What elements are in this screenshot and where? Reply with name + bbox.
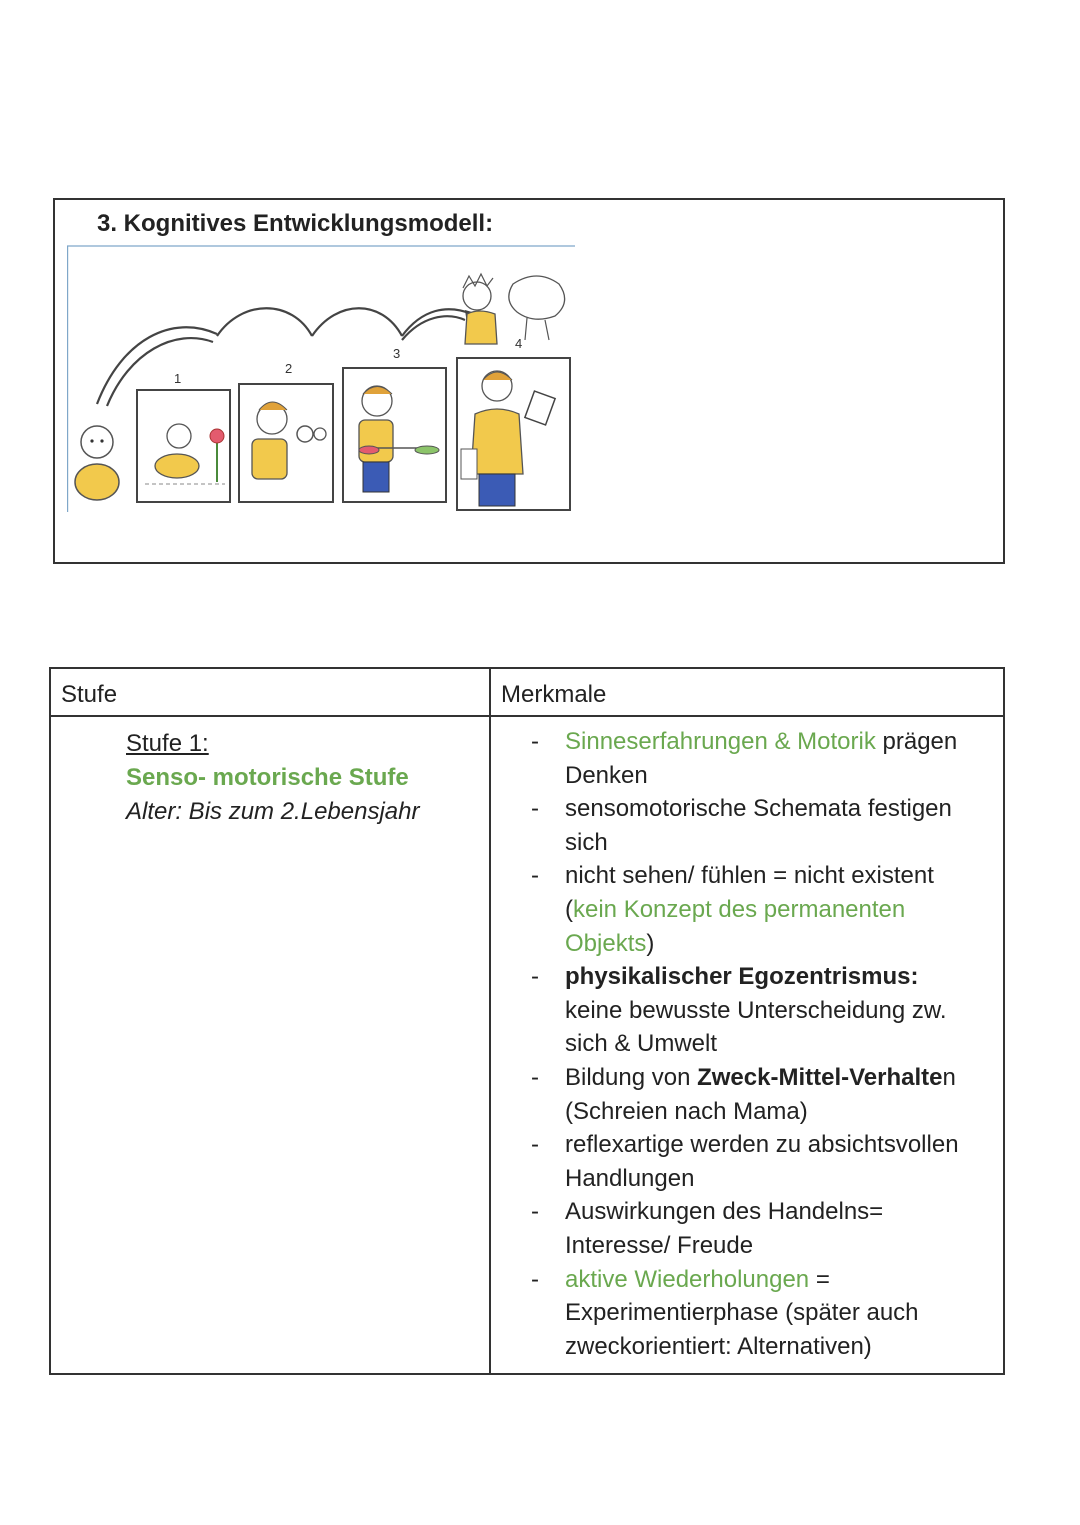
list-item: [491, 1061, 989, 1128]
stage-label: Stufe 1:: [126, 730, 209, 757]
feature-paren-close: ): [646, 929, 655, 957]
list-item: [491, 859, 989, 960]
features-cell: [490, 716, 1004, 1374]
feature-text: nicht sehen/ fühlen = nicht existent: [565, 862, 934, 890]
feature-post: n: [942, 1063, 956, 1091]
feature-text: = Experimentierphase (später auch zweckorientiert: Alternativen): [565, 1265, 919, 1360]
feature-text: reflexartige werden zu absichtsvollen Handlungen: [565, 1131, 959, 1192]
list-item: [491, 960, 989, 1061]
feature-text: Auswirkungen des Handelns= Interesse/ Freude: [565, 1198, 884, 1259]
feature-highlight: kein Konzept des permanenten Objekts: [565, 895, 906, 957]
feature-text: (Schreien nach Mama): [565, 1097, 808, 1125]
table-row: [50, 716, 1004, 1374]
feature-text: sensomotorische Schemata festigen sich: [565, 795, 952, 856]
thinking-figure: [463, 274, 565, 344]
feature-bold: Zweck-Mittel-Verhalte: [697, 1063, 943, 1091]
feature-highlight: aktive Wiederholungen: [565, 1265, 810, 1293]
stage-cell: [50, 716, 490, 1374]
header-stage: Stufe: [50, 668, 490, 716]
stages-table: [49, 667, 1005, 1375]
features-list: [491, 725, 989, 1363]
section-title: 3. Kognitives Entwicklungsmodell:: [97, 210, 494, 237]
stage-age: Alter: Bis zum 2.Lebensjahr: [126, 798, 420, 825]
list-item: [491, 792, 989, 859]
stage-frame-3: [343, 368, 446, 502]
list-item: [491, 1128, 989, 1195]
step-number: 1: [174, 371, 182, 386]
stage-frame-4: [457, 358, 570, 510]
feature-text: prägen Denken: [565, 728, 958, 789]
feature-pre: Bildung von: [565, 1063, 698, 1091]
feature-paren-open: (: [565, 895, 573, 923]
step-number: 3: [393, 346, 401, 361]
model-section: [53, 198, 1005, 564]
feature-text: keine bewusste Unterscheidung zw. sich & Umwelt: [565, 996, 947, 1058]
step-number: 4: [515, 336, 523, 351]
list-item: [491, 1263, 989, 1364]
feature-bold: physikalischer Egozentrismus:: [565, 963, 919, 991]
step-number: 2: [285, 361, 293, 376]
list-item: [491, 1195, 989, 1262]
feature-highlight: Sinneserfahrungen & Motorik: [565, 728, 876, 755]
header-features: Merkmale: [490, 668, 1004, 716]
development-stages-illustration: [67, 244, 577, 514]
stage-name: Senso- motorische Stufe: [126, 764, 409, 791]
list-item: [491, 725, 989, 792]
baby-figure: [75, 426, 119, 500]
stage-frame-1: [137, 390, 230, 502]
stage-frame-2: [239, 384, 333, 502]
table-header-row: [50, 668, 1004, 716]
